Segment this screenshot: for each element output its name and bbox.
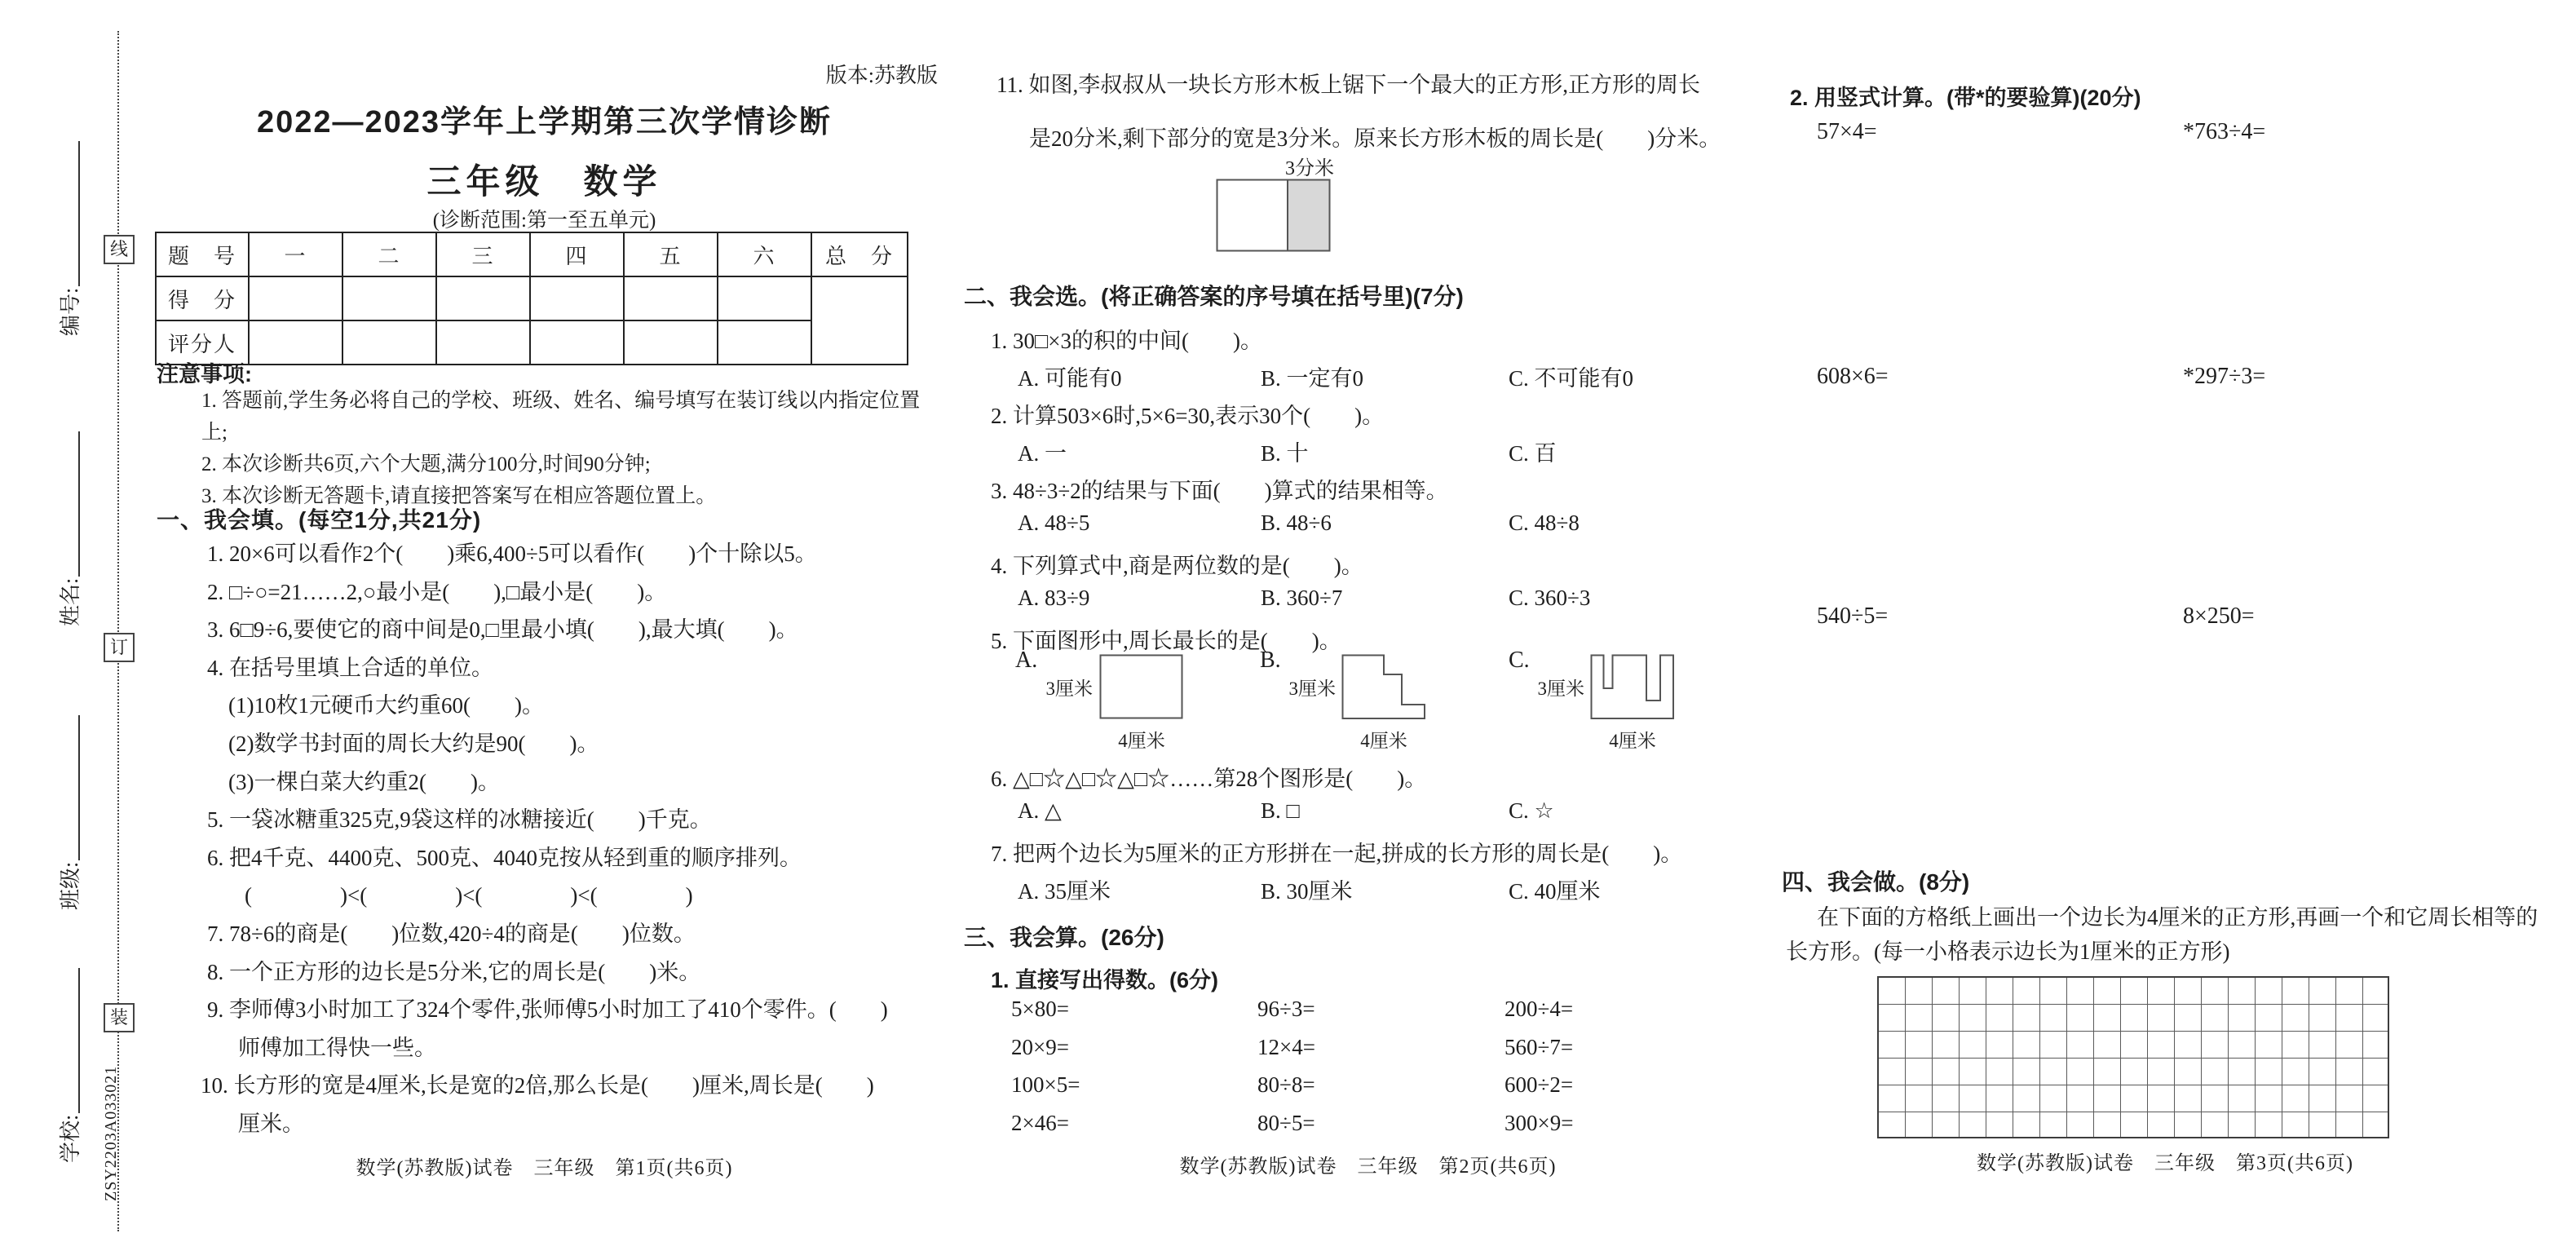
score-cell xyxy=(624,276,718,320)
choice-q7-stem: 7. 把两个边长为5厘米的正方形拼在一起,拼成的长方形的周长是( )。 xyxy=(991,842,1683,866)
mental-item: 2×46= xyxy=(1011,1110,1069,1135)
option-c: C. 不可能有0 xyxy=(1509,366,1634,391)
fill-questions xyxy=(157,535,939,1143)
vertical-calc-item: 8×250= xyxy=(2183,603,2255,629)
edition-label: 版本:苏教版 xyxy=(825,64,938,87)
notched-shape xyxy=(1590,654,1675,720)
shape-b-figure xyxy=(1341,654,1426,720)
student-school-field xyxy=(56,935,84,1163)
shape-a-figure xyxy=(1099,654,1184,720)
choice-q7-options xyxy=(1018,873,1768,906)
page1-footer: 数学(苏教版)试卷 三年级 第1页(共6页) xyxy=(356,1158,733,1179)
mental-item: 80÷5= xyxy=(1257,1110,1315,1135)
student-class-label: 班级: xyxy=(59,861,82,910)
binding-char-xian: 线 xyxy=(104,235,135,264)
fill-q4: 4. 在括号里填上合适的单位。 xyxy=(207,655,493,680)
q11-figure-label: 3分米 xyxy=(1285,158,1334,179)
section3-heading: 三、我会算。(26分) xyxy=(964,925,1164,950)
fill-q4-2: (2)数学书封面的周长大约是90( )。 xyxy=(228,731,599,756)
drawing-task-line1: 在下面的方格纸上画出一个边长为4厘米的正方形,再画一个和它周长相等的 xyxy=(1817,905,2538,930)
choice-q5-stem: 5. 下面图形中,周长最长的是( )。 xyxy=(991,629,1341,653)
paper-title: 2022—2023学年上学期第三次学情诊断 xyxy=(256,105,833,139)
notes-title: 注意事项: xyxy=(157,362,252,387)
option-b: B. 30厘米 xyxy=(1261,879,1353,904)
student-name-line xyxy=(78,431,80,577)
fill-q9-cont: 师傅加工得快一些。 xyxy=(238,1035,436,1060)
mental-item: 96÷3= xyxy=(1257,997,1315,1021)
shape-b-label: B. xyxy=(1260,648,1281,673)
option-a: A. 83÷9 xyxy=(1018,586,1090,610)
fill-q7: 7. 78÷6的商是( )位数,420÷4的商是( )位数。 xyxy=(207,921,696,946)
fill-q10: 10. 长方形的宽是4厘米,长是宽的2倍,那么长是( )厘米,周长是( ) xyxy=(201,1073,874,1098)
mental-item: 80÷8= xyxy=(1257,1072,1315,1097)
grader-row xyxy=(156,320,908,365)
board-diagram xyxy=(1216,179,1332,253)
score-cell xyxy=(530,320,624,365)
score-col-2: 二 xyxy=(342,232,436,276)
scope-note: (诊断范围:第一至五单元) xyxy=(432,210,656,232)
choice-q2-options xyxy=(1018,435,1768,468)
score-row-label: 得 分 xyxy=(156,276,249,320)
score-col-1: 一 xyxy=(249,232,342,276)
paper-code: ZSY2203A033021 xyxy=(102,1065,120,1201)
option-a: A. 35厘米 xyxy=(1018,879,1111,904)
shape-c-side-label: 3厘米 xyxy=(1537,678,1584,699)
fill-q2: 2. □÷○=21……2,○最小是( ),□最小是( )。 xyxy=(207,579,667,604)
choice-q6-stem: 6. △□☆△□☆△□☆……第28个图形是( )。 xyxy=(991,767,1427,791)
choice-q3-stem: 3. 48÷3÷2的结果与下面( )算式的结果相等。 xyxy=(991,479,1448,503)
score-col-5: 五 xyxy=(624,232,718,276)
option-a: A. 一 xyxy=(1018,441,1067,466)
fill-q4-3: (3)一棵白菜大约重2( )。 xyxy=(228,769,500,794)
option-c: C. 48÷8 xyxy=(1509,511,1580,535)
option-b: B. 360÷7 xyxy=(1261,586,1343,610)
option-c: C. 360÷3 xyxy=(1509,586,1591,610)
option-b: B. 48÷6 xyxy=(1261,511,1332,535)
q11-line2: 是20分米,剩下部分的宽是3分米。原来长方形木板的周长是( )分米。 xyxy=(1029,126,1721,151)
vertical-calc-item: *297÷3= xyxy=(2183,364,2266,389)
shape-c-label: C. xyxy=(1509,648,1530,673)
vertical-calc-item: *763÷4= xyxy=(2183,119,2266,144)
binding-char-zhuang: 装 xyxy=(104,1003,135,1032)
rectangle-shape xyxy=(1099,654,1184,720)
staircase-shape xyxy=(1341,654,1426,720)
vertical-calc-heading: 2. 用竖式计算。(带*的要验算)(20分) xyxy=(1790,86,2141,110)
vertical-calc-item: 608×6= xyxy=(1817,364,1889,389)
grade-subject: 三年级 数学 xyxy=(426,162,662,201)
section1-heading: 一、我会填。(每空1分,共21分) xyxy=(157,507,482,533)
vertical-calc-item: 540÷5= xyxy=(1817,603,1889,629)
mental-math-grid xyxy=(1011,997,1765,1148)
shape-c-bottom-label: 4厘米 xyxy=(1609,731,1656,751)
score-cell xyxy=(624,320,718,365)
fill-q9: 9. 李师傅3小时加工了324个零件,张师傅5小时加工了410个零件。( ) xyxy=(207,997,888,1023)
score-cell xyxy=(718,320,811,365)
score-table-corner: 题 号 xyxy=(156,232,249,276)
mental-item: 200÷4= xyxy=(1505,997,1574,1021)
student-number-label: 编号: xyxy=(59,287,82,336)
shape-a-side-label: 3厘米 xyxy=(1045,678,1093,699)
q11-figure xyxy=(1216,179,1332,253)
score-cell xyxy=(342,320,436,365)
score-cell xyxy=(249,276,342,320)
mental-item: 300×9= xyxy=(1505,1110,1574,1135)
fill-q8: 8. 一个正方形的边长是5分米,它的周长是( )米。 xyxy=(207,959,701,984)
option-a: A. 可能有0 xyxy=(1018,366,1122,391)
fill-q6-answer-line: ( )<( )<( )<( ) xyxy=(245,883,693,908)
option-c: C. ☆ xyxy=(1509,798,1554,823)
option-b: B. 十 xyxy=(1261,441,1309,466)
shape-b-bottom-label: 4厘米 xyxy=(1360,731,1407,751)
square-grid-paper xyxy=(1877,976,2389,1138)
notes-list xyxy=(157,385,935,512)
mental-item: 600÷2= xyxy=(1505,1072,1574,1097)
score-cell xyxy=(530,276,624,320)
mental-item: 100×5= xyxy=(1011,1072,1080,1097)
total-score-cell xyxy=(811,276,908,365)
student-class-field xyxy=(56,682,84,910)
shape-b-side-label: 3厘米 xyxy=(1288,678,1336,699)
fill-q4-1: (1)10枚1元硬币大约重60( )。 xyxy=(228,693,544,718)
section2-heading: 二、我会选。(将正确答案的序号填在括号里)(7分) xyxy=(964,284,1464,309)
option-a: A. △ xyxy=(1018,798,1062,823)
fill-q6: 6. 把4千克、4400克、500克、4040克按从轻到重的顺序排列。 xyxy=(207,845,802,870)
choice-q4-stem: 4. 下列算式中,商是两位数的是( )。 xyxy=(991,554,1363,578)
score-cell xyxy=(249,320,342,365)
choice-q3-options xyxy=(1018,511,1768,543)
option-a: A. 48÷5 xyxy=(1018,511,1090,535)
mental-item: 5×80= xyxy=(1011,997,1069,1021)
score-col-3: 三 xyxy=(436,232,530,276)
choice-q6-options xyxy=(1018,798,1768,831)
score-cell xyxy=(342,276,436,320)
student-number-field xyxy=(56,108,84,336)
fill-q5: 5. 一袋冰糖重325克,9袋这样的冰糖接近( )千克。 xyxy=(207,807,712,833)
grader-row-label: 评分人 xyxy=(156,320,249,365)
note-item: 3. 本次诊断无答题卡,请直接把答案写在相应答题位置上。 xyxy=(201,485,717,507)
mental-item: 560÷7= xyxy=(1505,1034,1574,1059)
score-table xyxy=(155,232,908,365)
fill-q10-cont: 厘米。 xyxy=(238,1111,304,1136)
student-school-label: 学校: xyxy=(59,1114,82,1163)
student-name-field xyxy=(56,398,84,626)
page2-footer: 数学(苏教版)试卷 三年级 第2页(共6页) xyxy=(1179,1156,1557,1178)
score-table-header-row xyxy=(156,232,908,276)
shape-a-label: A. xyxy=(1015,648,1038,673)
shape-a-bottom-label: 4厘米 xyxy=(1118,731,1165,751)
fill-q3: 3. 6□9÷6,要使它的商中间是0,□里最小填( ),最大填( )。 xyxy=(207,617,798,643)
section4-heading: 四、我会做。(8分) xyxy=(1782,869,1970,895)
mental-math-heading: 1. 直接写出得数。(6分) xyxy=(991,968,1219,992)
option-c: C. 40厘米 xyxy=(1509,879,1601,904)
choice-q4-options xyxy=(1018,586,1768,618)
student-number-line xyxy=(78,141,80,286)
shape-c-figure xyxy=(1590,654,1675,720)
drawing-task-line2: 长方形。(每一小格表示边长为1厘米的正方形) xyxy=(1786,939,2230,964)
score-cell xyxy=(436,276,530,320)
option-b: B. □ xyxy=(1261,798,1300,823)
student-class-line xyxy=(78,715,80,860)
score-cell xyxy=(436,320,530,365)
mental-item: 20×9= xyxy=(1011,1034,1069,1059)
score-cell xyxy=(718,276,811,320)
binding-char-ding: 订 xyxy=(104,633,135,662)
choice-q1-options xyxy=(1018,360,1768,393)
page3-footer: 数学(苏教版)试卷 三年级 第3页(共6页) xyxy=(1977,1153,2353,1174)
score-col-6: 六 xyxy=(718,232,811,276)
q11-line1: 11. 如图,李叔叔从一块长方形木板上锯下一个最大的正方形,正方形的周长 xyxy=(996,73,1700,97)
note-item: 1. 答题前,学生务必将自己的学校、班级、姓名、编号填写在装订线以内指定位置上; xyxy=(201,390,921,444)
option-b: B. 一定有0 xyxy=(1261,366,1364,391)
note-item: 2. 本次诊断共6页,六个大题,满分100分,时间90分钟; xyxy=(201,453,651,475)
fill-q1: 1. 20×6可以看作2个( )乘6,400÷5可以看作( )个十除以5。 xyxy=(207,541,817,566)
vertical-calc-item: 57×4= xyxy=(1817,119,1877,144)
score-col-total: 总 分 xyxy=(811,232,908,276)
student-name-label: 姓名: xyxy=(59,577,82,626)
score-row xyxy=(156,276,908,320)
score-col-4: 四 xyxy=(530,232,624,276)
student-school-line xyxy=(78,968,80,1113)
mental-item: 12×4= xyxy=(1257,1034,1315,1059)
choice-q2-stem: 2. 计算503×6时,5×6=30,表示30个( )。 xyxy=(991,404,1385,428)
choice-q1-stem: 1. 30□×3的积的中间( )。 xyxy=(991,329,1263,353)
option-c: C. 百 xyxy=(1509,441,1557,466)
